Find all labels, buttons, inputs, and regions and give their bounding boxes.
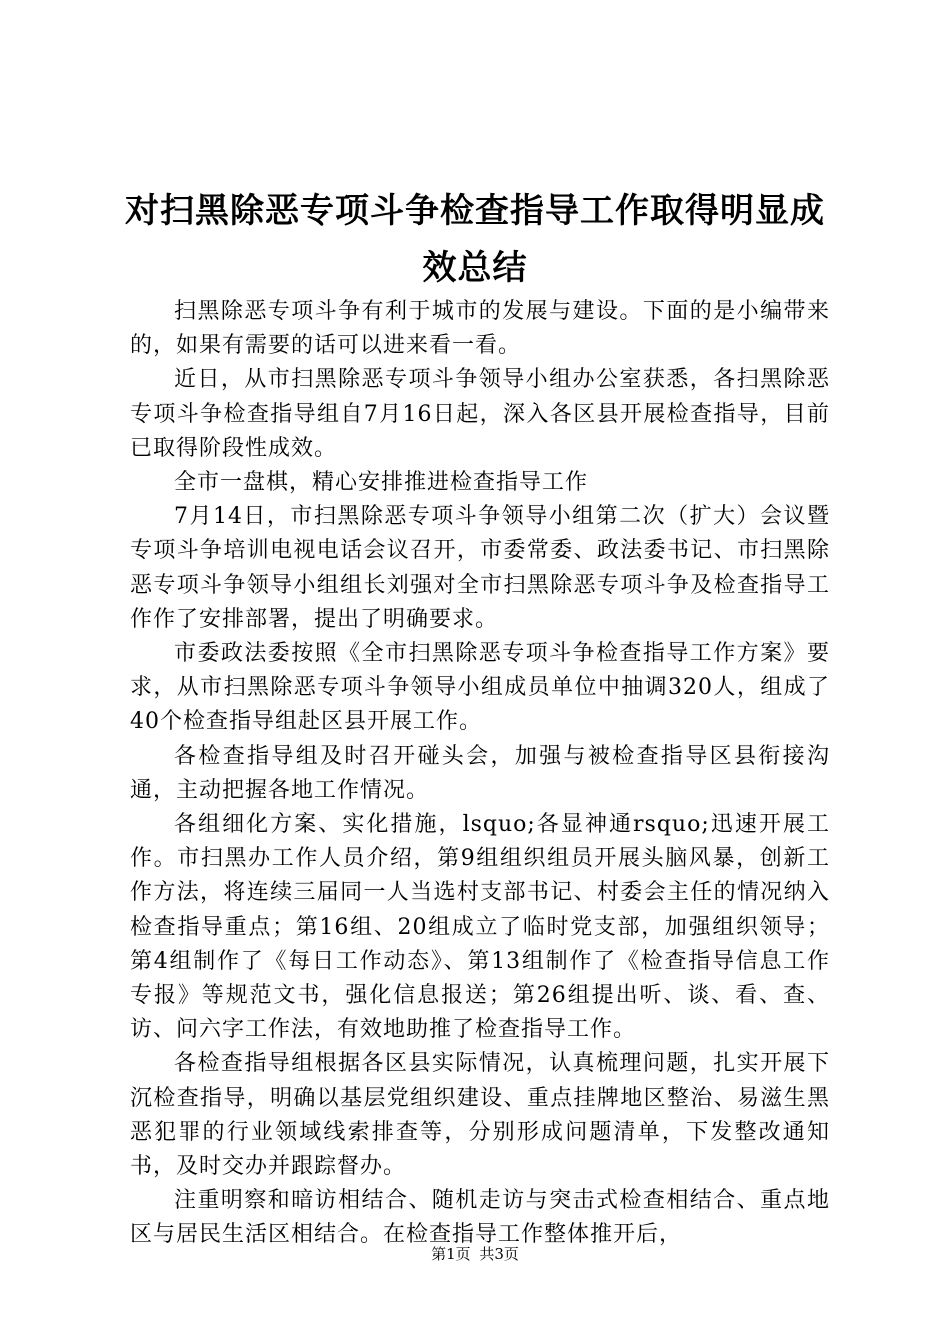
paragraph: 近日，从市扫黑除恶专项斗争领导小组办公室获悉，各扫黑除恶专项斗争检查指导组自7月16日起，深入各区县开展检查指导，目前已取得阶段性成效。 bbox=[130, 367, 830, 461]
page-footer bbox=[0, 1243, 950, 1264]
section-heading: 全市一盘棋，精心安排推进检查指导工作 bbox=[174, 470, 589, 496]
paragraph: 各组细化方案、实化措施，lsquo;各显神通rsquo;迅速开展工作。市扫黑办工作人员介绍，第9组组织组员开展头脑风暴，创新工作方法，将连续三届同一人当选村支部书记、村委会主任的情况纳入检查指导重点；第16组、20组成立了临时党支部，加强组织领导；第4组制作了《每日工作动态》、第13组制作了《检查指导信息工作专报》等规范文书，强化信息报送；第26组提出听、谈、看、查、访、问六字工作法，有效地助推了检查指导工作。 bbox=[130, 812, 830, 1043]
paragraph: 各检查指导组根据各区县实际情况，认真梳理问题，扎实开展下沉检查指导，明确以基层党组织建设、重点挂牌地区整治、易滋生黑恶犯罪的行业领域线索排查等，分别形成问题清单，下发整改通知书，及时交办并跟踪督办。 bbox=[130, 1051, 830, 1180]
paragraph: 各检查指导组及时召开碰头会，加强与被检查指导区县衔接沟通，主动把握各地工作情况。 bbox=[130, 743, 830, 803]
paragraph: 注重明察和暗访相结合、随机走访与突击式检查相结合、重点地区与居民生活区相结合。在检查指导工作整体推开后， bbox=[130, 1188, 830, 1248]
document-body bbox=[130, 295, 830, 1253]
paragraph: 扫黑除恶专项斗争有利于城市的发展与建设。下面的是小编带来的，如果有需要的话可以进来看一看。 bbox=[130, 299, 830, 359]
page-total: 共3页 bbox=[479, 1245, 519, 1263]
paragraph: 市委政法委按照《全市扫黑除恶专项斗争检查指导工作方案》要求，从市扫黑除恶专项斗争领导小组成员单位中抽调320人，组成了40个检查指导组赴区县开展工作。 bbox=[130, 641, 830, 735]
paragraph: 7月14日，市扫黑除恶专项斗争领导小组第二次（扩大）会议暨专项斗争培训电视电话会议召开，市委常委、政法委书记、市扫黑除恶专项斗争领导小组组长刘强对全市扫黑除恶专项斗争及检查指导工作作了安排部署，提出了明确要求。 bbox=[130, 504, 830, 632]
document-title: 对扫黑除恶专项斗争检查指导工作取得明显成效总结 bbox=[125, 191, 825, 288]
page-number: 第1页 bbox=[431, 1245, 471, 1263]
